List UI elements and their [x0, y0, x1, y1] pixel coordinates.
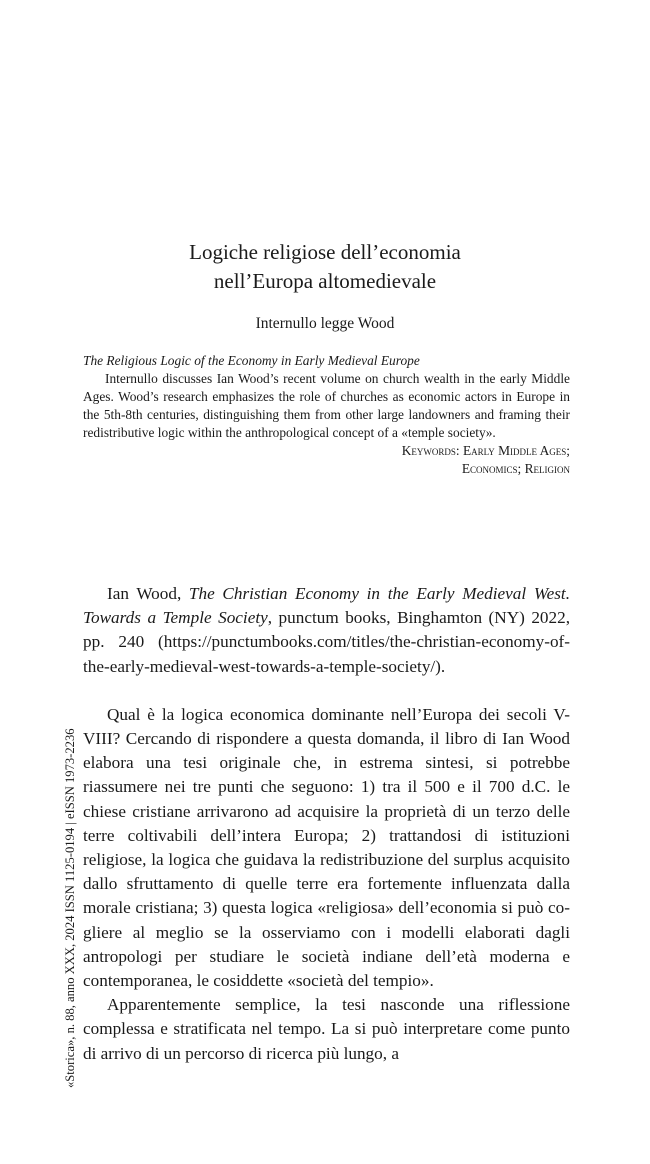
article-title — [0, 238, 650, 296]
journal-citation-sidebar: «Storica», n. 88, anno XXX, 2024 ISSN 1125-0194 | eISSN 1973-2236 — [63, 728, 77, 1088]
article-title-line-1: Logiche religiose dell’economia — [189, 240, 461, 264]
reference-details: , punctum books, Binghamton (NY) 2022, pp. 240 (https://punctumbooks.com/titles/the-christian-economy-of-the-early-medieval-west-towards-a-temple-society/). — [83, 608, 571, 676]
body-paragraph-1: Qual è la logica economica dominante nell’Europa dei secoli V-VIII? Cercando di rispondere a questa domanda, il libro di Ian Wood elabora una tesi originale che, in estrema sintesi, si potrebbe riassumere nei tre punti che seguono: 1) tra il 500 e il 700 d.C. le chiese cristiane arrivarono ad acquisire la proprietà di un terzo delle terre coltivabili dell’intera Europa; 2) trattandosi di istituzioni religiose, la logica che guidava la redistribuzione del surplus acquisito dallo sfruttamento di quelle terre era fortemente influenzata dalla morale cristiana; 3) questa logica «religiosa» dell’economia si può cogliere al meglio se la osserviamo con i modelli elaborati dagli antropologi per studiare le società indiane dell’età moderna e contemporanea, le cosiddette «società del tempio». — [83, 704, 570, 991]
body-paragraph-2: Apparentemente semplice, la tesi nasconde una riflessione complessa e stratificata nel tempo. La si può interpretare come punto di arrivo di un percorso di ricerca più lungo, a — [83, 995, 570, 1063]
book-reference — [83, 582, 570, 679]
reference-author: Ian Wood, — [107, 584, 189, 603]
keywords-line-1: Keywords: Early Middle Ages; — [401, 443, 570, 458]
keywords-line-2: Economics; Religion — [461, 461, 570, 476]
abstract — [83, 352, 570, 478]
abstract-text: Internullo discusses Ian Wood’s recent volume on church wealth in the early Middle Ages. Wood’s research emphasizes the role of churches as economic actors in Europe in the 5th-8th centuries, distinguishing them from other large landowners and framing their redistributive logic within the anthropological concept of a «temple society». — [83, 371, 570, 440]
main-text — [83, 582, 570, 1066]
keywords — [83, 442, 570, 478]
article-subtitle: Internullo legge Wood — [255, 315, 395, 332]
article-title-line-2: nell’Europa altomedievale — [213, 269, 437, 293]
reference-book-title: The Christian Economy in the Early Medieval West. Towards a Temple Society — [83, 584, 570, 628]
abstract-title: The Religious Logic of the Economy in Early Medieval Europe — [83, 353, 420, 368]
